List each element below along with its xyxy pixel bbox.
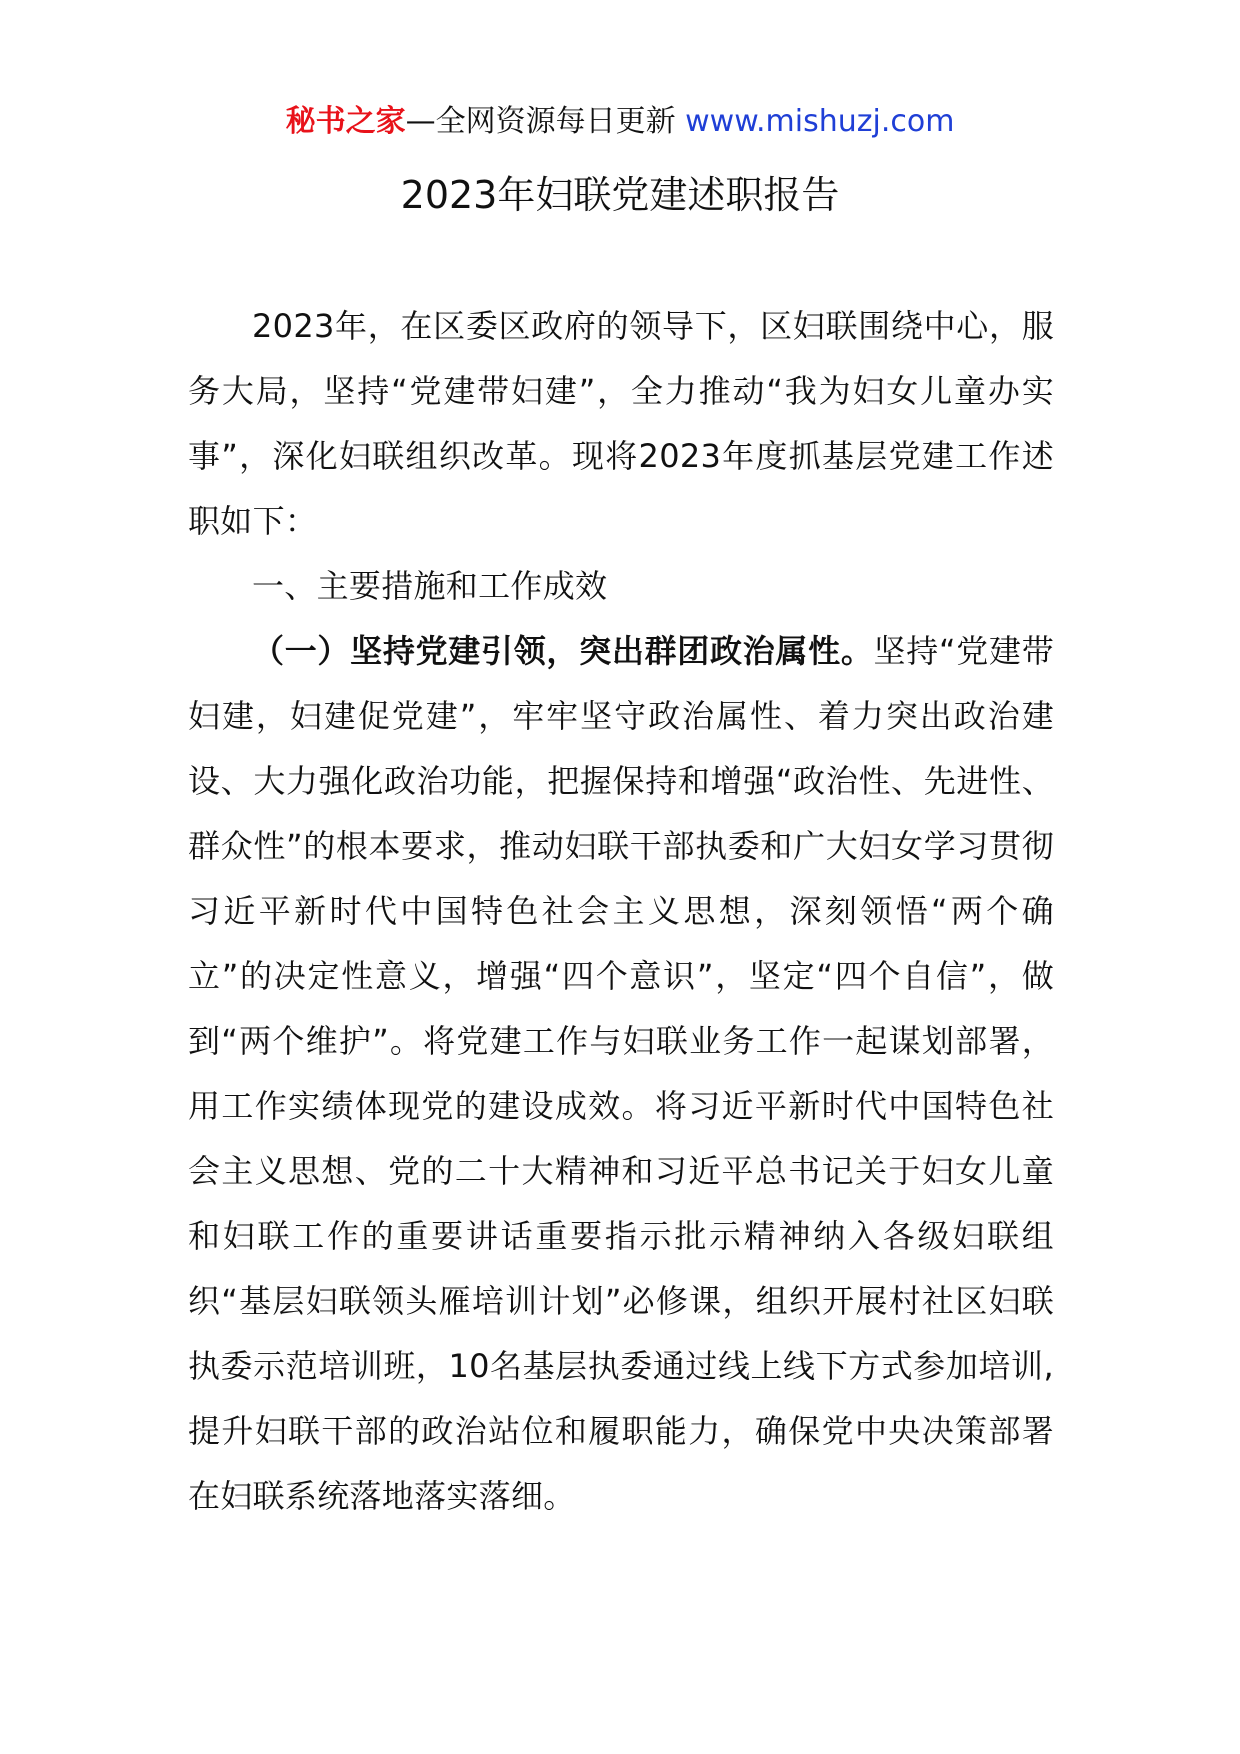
item-paragraph	[188, 619, 1054, 1529]
document-body	[188, 294, 1054, 1529]
section-heading: 一、主要措施和工作成效	[252, 567, 608, 605]
site-tagline: —全网资源每日更新	[405, 104, 676, 139]
item-text: 坚持“党建带妇建，妇建促党建”，牢牢坚守政治属性、着力突出政治建设、大力强化政治功能，把握保持和增强“政治性、先进性、群众性”的根本要求，推动妇联干部执委和广大妇女学习贯彻习近平新时代中国特色社会主义思想，深刻领悟“两个确立”的决定性意义，增强“四个意识”，坚定“四个自信”，做到“两个维护”。将党建工作与妇联业务工作一起谋划部署，用工作实绩体现党的建设成效。将习近平新时代中国特色社会主义思想、党的二十大精神和习近平总书记关于妇女儿童和妇联工作的重要讲话重要指示批示精神纳入各级妇联组织“基层妇联领头雁培训计划”必修课，组织开展村社区妇联执委示范培训班，10名基层执委通过线上线下方式参加培训,提升妇联干部的政治站位和履职能力，确保党中央决策部署在妇联系统落地落实落细。	[188, 632, 1054, 1515]
site-brand: 秘书之家	[285, 104, 406, 139]
site-url-link[interactable]: www.mishuzj.com	[685, 104, 955, 139]
site-header	[0, 100, 1240, 144]
document-title: 2023年妇联党建述职报告	[400, 173, 840, 217]
item-heading: （一）坚持党建引领，突出群团政治属性。	[252, 632, 874, 670]
intro-paragraph: 2023年，在区委区政府的领导下，区妇联围绕中心，服务大局，坚持“党建带妇建”，全力推动“我为妇女儿童办实事”，深化妇联组织改革。现将2023年度抓基层党建工作述职如下：	[188, 307, 1054, 540]
